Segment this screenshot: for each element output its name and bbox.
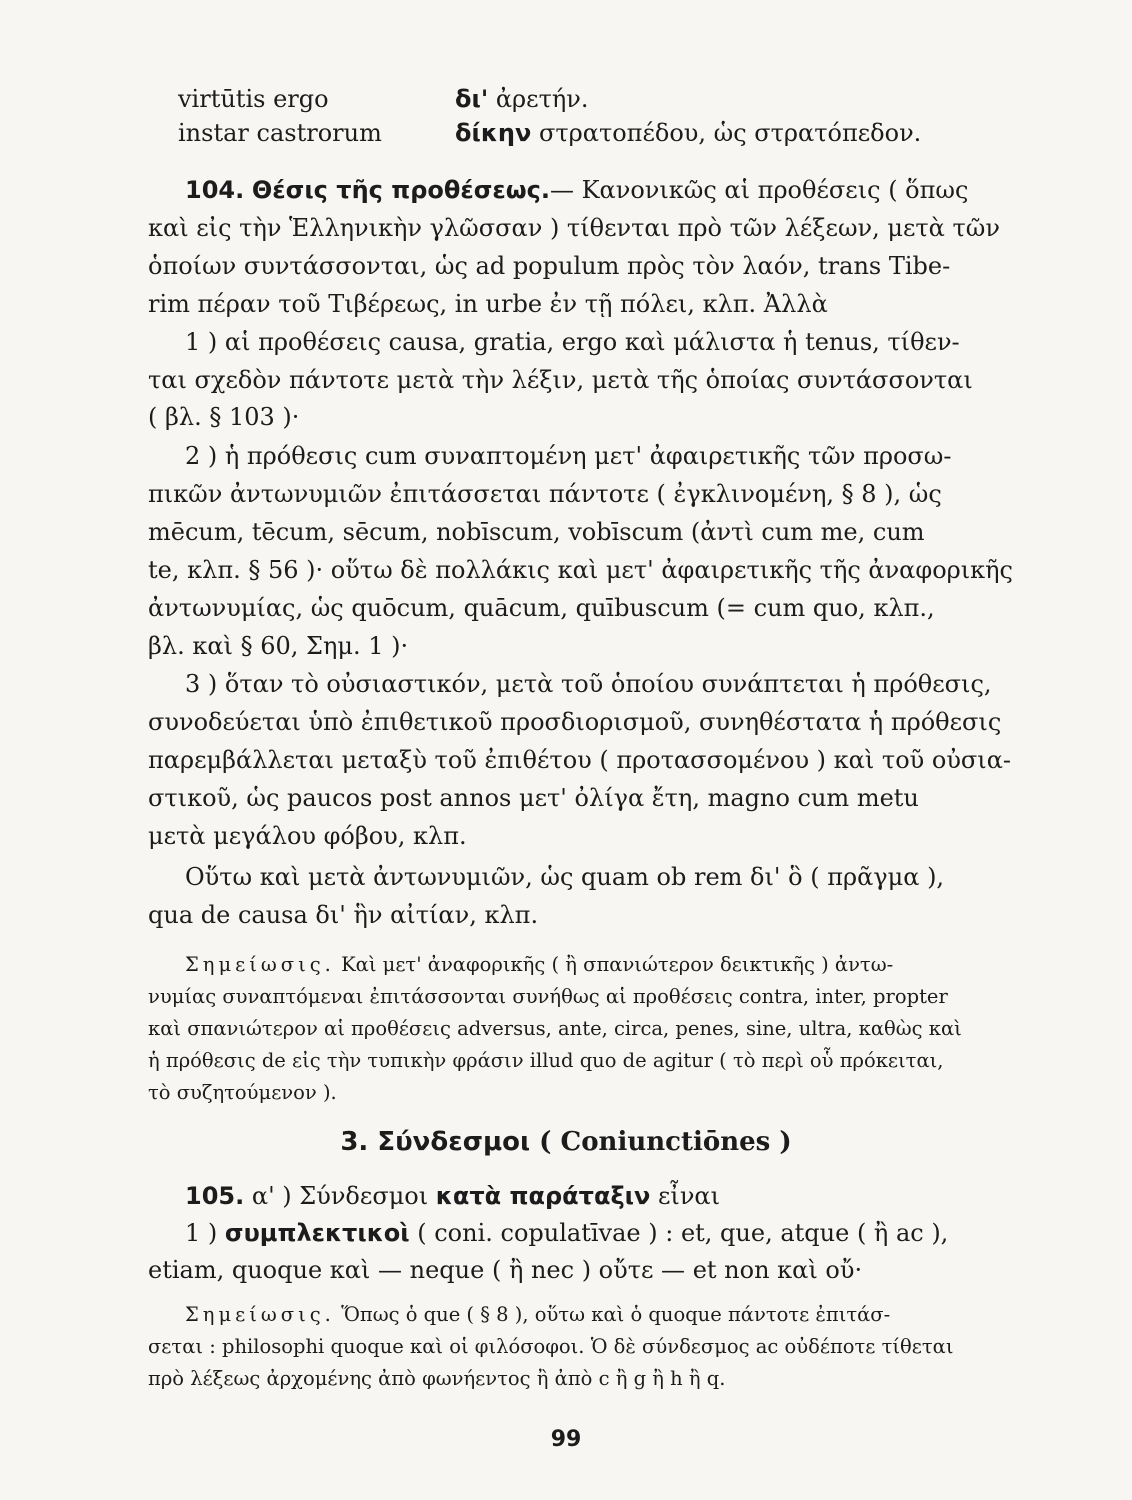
section-text-line: καὶ εἰς τὴν Ἑλληνικὴν γλῶσσαν ) τίθενται πρὸ τῶν λέξεων, μετὰ τῶν — [148, 214, 1000, 242]
item-bold: συμπλεκτικοὶ — [224, 1219, 410, 1247]
note-first-line — [185, 952, 893, 978]
section-text-line: 3 ) ὅταν τὸ οὐσιαστικόν, μετὰ τοῦ ὁποίου συνάπτεται ἡ πρόθεσις, — [185, 670, 992, 698]
example-greek-text: στρατοπέδου, ὡς στρατόπεδον. — [538, 119, 922, 147]
example-greek — [455, 118, 921, 148]
chapter-heading-latin: ( Coniunctiōnes ) — [539, 1127, 792, 1157]
section-text-line: te, κλπ. § 56 )· οὕτω δὲ πολλάκις καὶ μετ' ἀφαιρετικῆς τῆς ἀναφορικῆς — [148, 556, 1013, 584]
section-text-line: ( βλ. § 103 )· — [148, 403, 300, 431]
chapter-heading-greek: 3. Σύνδεσμοι — [340, 1127, 531, 1157]
section-text-line: etiam, quoque καὶ — neque ( ἢ nec ) οὔτε — et non καὶ οὔ· — [148, 1256, 863, 1284]
section-number: 104. — [185, 176, 245, 204]
section-104-first-line — [185, 175, 968, 205]
section-text-line: 2 ) ἡ πρόθεσις cum συναπτομένη μετ' ἀφαιρετικῆς τῶν προσω- — [185, 442, 952, 470]
note-text-line: πρὸ λέξεως ἀρχομένης ἀπὸ φωνήεντος ἢ ἀπὸ c ἢ g ἢ h ἢ q. — [148, 1367, 726, 1390]
section-item-line — [185, 1218, 948, 1248]
section-title: Θέσις τῆς προθέσεως. — [251, 176, 550, 204]
section-text-line: παρεμβάλλεται μεταξὺ τοῦ ἐπιθέτου ( προτασσομένου ) καὶ τοῦ οὐσια- — [148, 746, 1012, 774]
example-greek — [455, 84, 588, 114]
example-greek-bold: δι' — [455, 85, 489, 113]
chapter-heading — [0, 1127, 1132, 1157]
section-text-line: — Κανονικῶς αἱ προθέσεις ( ὅπως — [549, 176, 969, 204]
section-text-line: mēcum, tēcum, sēcum, nobīscum, vobīscum (ἀντὶ cum me, cum — [148, 518, 925, 546]
section-text-line: πικῶν ἀντωνυμιῶν ἐπιτάσσεται πάντοτε ( ἐγκλινομένη, § 8 ), ὡς — [148, 480, 942, 508]
note-text-line: ἡ πρόθεσις de εἰς τὴν τυπικὴν φράσιν illud quo de agitur ( τὸ περὶ οὗ πρόκειται, — [148, 1049, 944, 1072]
note-text-line: σεται : philosophi quoque καὶ οἱ φιλόσοφοι. Ὁ δὲ σύνδεσμος ac οὐδέποτε τίθεται — [148, 1335, 954, 1358]
section-text-line: ὁποίων συντάσσονται, ὡς ad populum πρὸς τὸν λαόν, trans Tibe- — [148, 252, 951, 280]
example-latin: virtūtis ergo — [178, 85, 329, 113]
section-text-line: συνοδεύεται ὑπὸ ἐπιθετικοῦ προσδιορισμοῦ, συνηθέστατα ἡ πρόθεσις — [148, 708, 1002, 736]
note-text-line: Ὅπως ὁ que ( § 8 ), οὕτω καὶ ὁ quoque πάντοτε ἐπιτάσ- — [341, 1303, 891, 1326]
note-text-line: τὸ συζητούμενον ). — [148, 1081, 337, 1104]
section-text-line: ἀντωνυμίας, ὡς quōcum, quācum, quībuscum (= cum quo, κλπ., — [148, 594, 935, 622]
item-prefix: 1 ) — [185, 1219, 218, 1247]
example-greek-bold: δίκην — [455, 119, 532, 147]
section-text-line: στικοῦ, ὡς paucos post annos μετ' ὀλίγα ἔτη, magno cum metu — [148, 784, 919, 812]
section-text-line: ται σχεδὸν πάντοτε μετὰ τὴν λέξιν, μετὰ τῆς ὁποίας συντάσσονται — [148, 366, 973, 394]
section-text-line: βλ. καὶ § 60, Σημ. 1 )· — [148, 632, 409, 660]
note-text-line: Καὶ μετ' ἀναφορικῆς ( ἢ σπανιώτερον δεικτικῆς ) ἀντω- — [341, 953, 894, 976]
section-text-line: qua de causa δι' ἣν αἰτίαν, κλπ. — [148, 901, 539, 929]
note-label: Σημείωσις. — [185, 953, 335, 976]
note-label: Σημείωσις. — [185, 1303, 335, 1326]
section-text-line: Οὕτω καὶ μετὰ ἀντωνυμιῶν, ὡς quam ob rem δι' ὃ ( πρᾶγμα ), — [185, 863, 945, 891]
section-105-first-line — [185, 1181, 720, 1211]
section-lead-bold: κατὰ παράταξιν — [435, 1182, 651, 1210]
example-greek-text: ἀρετήν. — [495, 85, 589, 113]
page-number: 99 — [550, 1427, 582, 1452]
section-text-line: rim πέραν τοῦ Τιβέρεως, in urbe ἐν τῇ πόλει, κλπ. Ἀλλὰ — [148, 290, 828, 318]
note-first-line — [185, 1302, 890, 1328]
section-lead-end: εἶναι — [657, 1182, 721, 1210]
note-text-line: νυμίας συναπτόμεναι ἐπιτάσσονται συνήθως αἱ προθέσεις contra, inter, propter — [148, 985, 948, 1008]
section-number: 105. — [185, 1182, 245, 1210]
example-latin: instar castrorum — [178, 119, 382, 147]
section-text-line: 1 ) αἱ προθέσεις causa, gratia, ergo καὶ μάλιστα ἡ tenus, τίθεν- — [185, 328, 960, 356]
item-rest: ( coni. copulatīvae ) : et, que, atque ( ἢ ac ), — [417, 1219, 949, 1247]
section-lead: α' ) Σύνδεσμοι — [251, 1182, 429, 1210]
section-text-line: μετὰ μεγάλου φόβου, κλπ. — [148, 822, 467, 850]
note-text-line: καὶ σπανιώτερον αἱ προθέσεις adversus, ante, circa, penes, sine, ultra, καθὼς καὶ — [148, 1017, 962, 1040]
